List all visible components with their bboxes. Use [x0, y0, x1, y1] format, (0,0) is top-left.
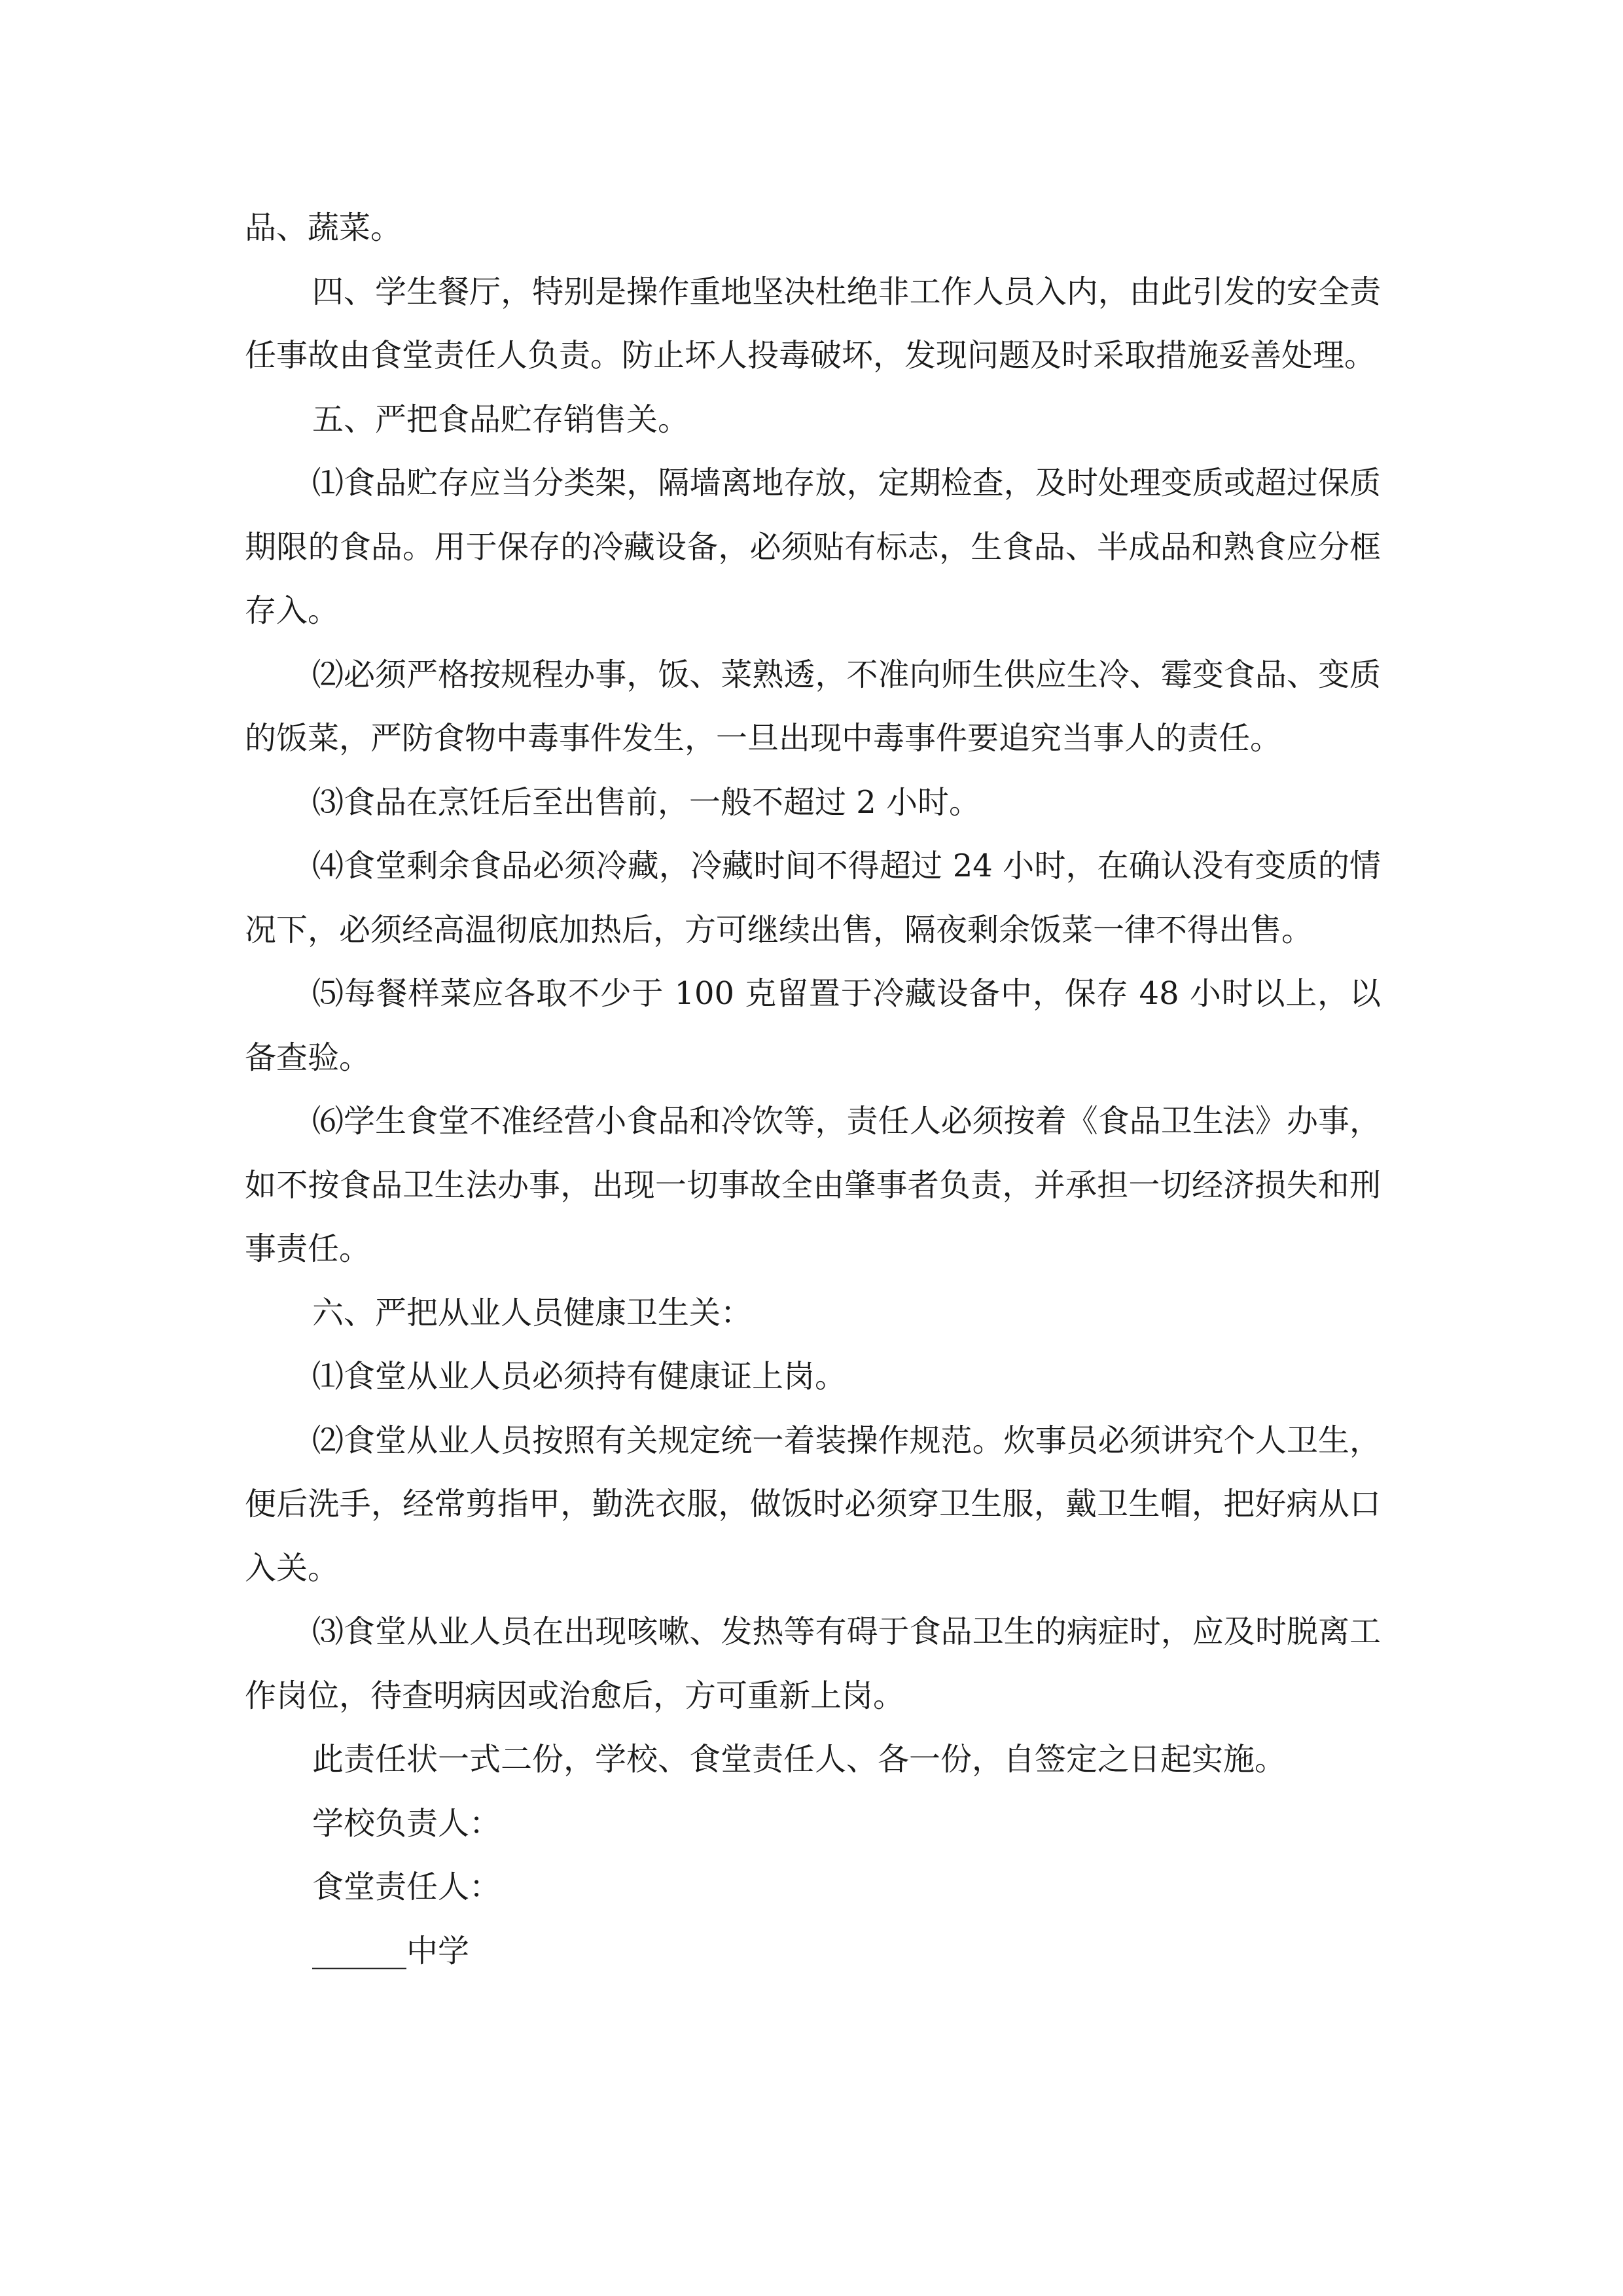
paragraph-section-5-item-6: ⑹学生食堂不准经营小食品和冷饮等，责任人必须按着《食品卫生法》办事，如不按食品卫生法办事，出现一切事故全由肇事者负责，并承担一切经济损失和刑事责任。: [245, 1103, 1381, 1267]
paragraph-section-6-heading: 六、严把从业人员健康卫生关：: [312, 1294, 753, 1331]
signature-canteen-responsible: 食堂责任人：: [312, 1869, 501, 1905]
paragraph-section-5-item-3: ⑶食品在烹饪后至出售前，一般不超过 2 小时。: [312, 783, 981, 821]
paragraph-section-5-item-5: ⑸每餐样菜应各取不少于 100 克留置于冷藏设备中，保存 48 小时以上，以备查验。: [245, 975, 1381, 1076]
paragraph-section-6-item-1: ⑴食堂从业人员必须持有健康证上岗。: [312, 1358, 847, 1395]
paragraph-section-6-item-2: ⑵食堂从业人员按照有关规定统一着装操作规范。炊事员必须讲究个人卫生，便后洗手，经常剪指甲，勤洗衣服，做饭时必须穿卫生服，戴卫生帽，把好病从口入关。: [245, 1422, 1381, 1587]
signature-school-name: ______中学: [312, 1932, 470, 1969]
paragraph-section-5-item-4: ⑷食堂剩余食品必须冷藏，冷藏时间不得超过 24 小时，在确认没有变质的情况下，必须经高温彻底加热后，方可继续出售，隔夜剩余饭菜一律不得出售。: [245, 848, 1381, 948]
paragraph-section-4: 四、学生餐厅，特别是操作重地坚决杜绝非工作人员入内，由此引发的安全责任事故由食堂责任人负责。防止坏人投毒破坏，发现问题及时采取措施妥善处理。: [245, 273, 1381, 374]
signature-school-principal: 学校负责人：: [312, 1804, 501, 1842]
document-body: [245, 196, 1381, 1983]
paragraph-closing-statement: 此责任状一式二份，学校、食堂责任人、各一份，自签定之日起实施。: [312, 1741, 1287, 1778]
paragraph-continuation: 品、蔬菜。: [245, 209, 402, 246]
paragraph-section-5-heading: 五、严把食品贮存销售关。: [312, 401, 690, 438]
paragraph-section-5-item-1: ⑴食品贮存应当分类架，隔墙离地存放，定期检查，及时处理变质或超过保质期限的食品。用于保存的冷藏设备，必须贴有标志，生食品、半成品和熟食应分框存入。: [245, 465, 1381, 629]
paragraph-section-5-item-2: ⑵必须严格按规程办事，饭、菜熟透，不准向师生供应生冷、霉变食品、变质的饭菜，严防食物中毒事件发生，一旦出现中毒事件要追究当事人的责任。: [245, 656, 1381, 757]
paragraph-section-6-item-3: ⑶食堂从业人员在出现咳嗽、发热等有碍于食品卫生的病症时，应及时脱离工作岗位，待查明病因或治愈后，方可重新上岗。: [245, 1613, 1381, 1714]
